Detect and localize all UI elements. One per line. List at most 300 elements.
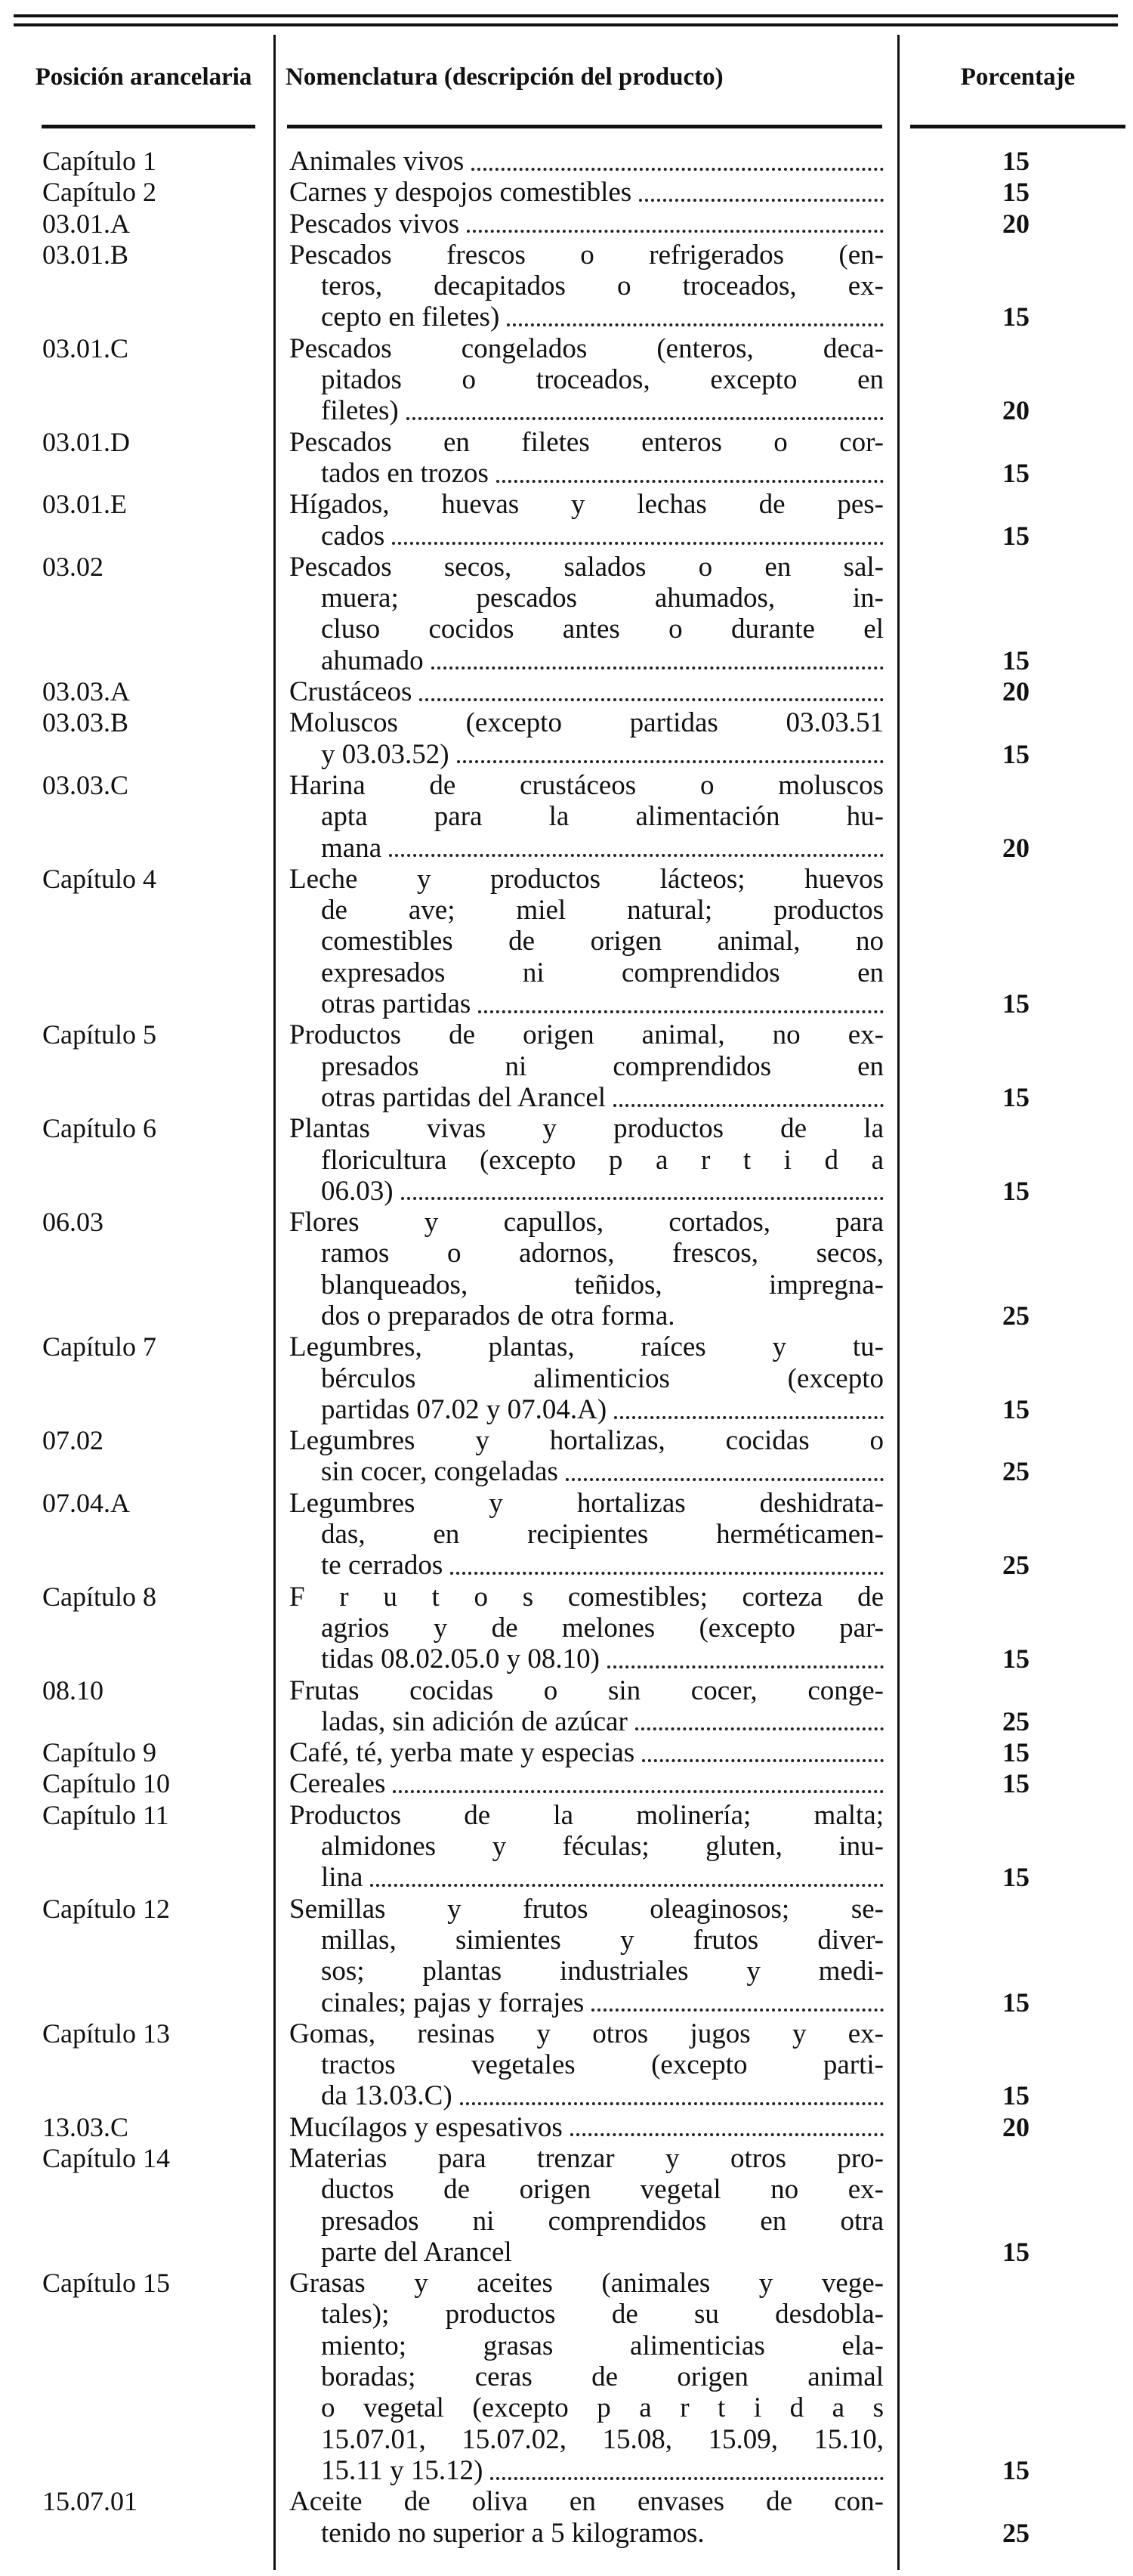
description-line [289,395,884,426]
percentage-value: 15 [1002,738,1030,769]
description-line [289,209,884,240]
table-row [0,1675,1133,1738]
description-text: Productos de origen animal, no ex- [289,1019,884,1051]
table-row [0,1488,1133,1582]
description-text: miento; grasas alimenticias ela- [321,2330,884,2361]
description-text: boradas; ceras de origen animal [321,2361,884,2393]
description-text: Legumbres y hortalizas, cocidas o [289,1425,884,1457]
description-text: te cerrados [321,1550,443,1582]
description-line [289,364,884,395]
percentage-value: 20 [1002,2111,1030,2142]
dot-leader [460,2102,884,2105]
description-line [289,1550,884,1581]
dot-leader [471,168,884,171]
description-text: Cereales [289,1768,386,1800]
description-line [289,2392,884,2423]
product-description [289,707,884,770]
description-text: muera; pescados ahumados, in- [321,583,884,614]
description-line [289,1488,884,1519]
product-description [289,864,884,1019]
percentage-value: 25 [1002,1705,1030,1736]
percentage-value: 15 [1002,1175,1030,1206]
product-description [289,770,884,864]
percentage-value: 15 [1002,457,1030,488]
tariff-code: 07.02 [42,1425,103,1456]
tariff-code: 03.01.B [42,239,129,270]
description-text: expresados ni comprendidos en [321,957,884,988]
description-line [289,1425,884,1456]
product-description [289,333,884,427]
description-text: presados ni comprendidos en [321,1050,884,1082]
description-text: cados [321,520,385,552]
description-line [289,801,884,832]
dot-leader [392,542,884,545]
description-line [289,739,884,770]
description-line [289,1394,884,1425]
description-text: tractos vegetales (excepto parti- [321,2049,884,2081]
product-description [289,1800,884,1894]
dot-leader [639,199,884,202]
description-text: millas, simientes y frutos diver- [321,1924,884,1956]
tariff-code: 03.01.D [42,426,130,457]
description-line [289,676,884,707]
description-text: de ave; miel natural; productos [321,895,884,926]
product-description [289,177,884,208]
dot-leader [566,1478,884,1481]
table-row [0,1894,1133,2018]
percentage-value: 25 [1002,1550,1030,1581]
table-row [0,707,1133,770]
dot-leader [431,666,884,670]
table-row [0,427,1133,490]
table-row [0,1425,1133,1488]
tariff-code: Capítulo 14 [42,2143,170,2173]
description-text: sos; plantas industriales y medi- [321,1956,884,1987]
description-text: Moluscos (excepto partidas 03.03.51 [289,707,884,739]
product-description [289,1113,884,1207]
description-line [289,770,884,801]
description-text: bérculos alimenticios (excepto [321,1362,884,1394]
tariff-code: Capítulo 9 [42,1737,156,1768]
description-line [289,552,884,583]
tariff-code: 03.03.B [42,707,129,738]
description-text: o vegetal (excepto p a r t i d a s [321,2392,884,2424]
percentage-value: 20 [1002,208,1030,239]
table-row [0,676,1133,707]
description-line [289,1956,884,1987]
description-line [289,833,884,864]
dot-leader [389,854,884,857]
description-line [289,895,884,926]
table-row [0,1019,1133,1113]
description-text: presados ni comprendidos en otra [321,2205,884,2237]
tariff-code: 03.03.C [42,769,129,800]
description-text: Crustáceos [289,676,412,708]
dot-leader [419,698,884,701]
description-text: Frutas cocidas o sin cocer, conge- [289,1675,884,1706]
description-text: apta para la alimentación hu- [321,801,884,833]
description-line [289,1207,884,1238]
description-line [289,2424,884,2455]
product-description [289,1019,884,1113]
dot-leader [496,480,884,483]
description-line [289,2174,884,2205]
dot-leader [607,1665,884,1668]
description-line [289,988,884,1019]
description-line [289,1331,884,1362]
tariff-code: 03.03.A [42,676,130,707]
table-row [0,1207,1133,1331]
header-underline-1 [42,125,255,128]
description-line [289,1300,884,1331]
description-text: dos o preparados de otra forma. [321,1300,675,1331]
description-line [289,707,884,738]
description-line [289,427,884,458]
percentage-value: 15 [1002,2080,1030,2111]
top-rule-1 [14,14,1118,17]
table-row [0,1768,1133,1799]
description-line [289,2018,884,2049]
description-line [289,1582,884,1613]
description-line [289,1737,884,1768]
dot-leader [490,2477,884,2480]
percentage-value: 15 [1002,1644,1030,1675]
percentage-value: 25 [1002,1300,1030,1331]
description-text: da 13.03.C) [321,2080,452,2112]
percentage-value: 20 [1002,832,1030,863]
description-line [289,1675,884,1706]
description-text: Flores y capullos, cortados, para [289,1207,884,1239]
description-text: Mucílagos y espesativos [289,2111,563,2143]
description-line [289,2299,884,2330]
description-line [289,1706,884,1737]
description-line [289,1644,884,1675]
description-text: sin cocer, congeladas [321,1456,558,1488]
description-text: lina [321,1862,363,1894]
description-text: filetes) [321,395,399,427]
tariff-code: Capítulo 4 [42,863,156,894]
description-line [289,2237,884,2268]
dot-leader [450,1572,884,1575]
description-line [289,1987,884,2018]
dot-leader [401,1197,884,1200]
table-row [0,1113,1133,1207]
tariff-code: Capítulo 1 [42,146,156,176]
description-text: das, en recipientes herméticamen- [321,1519,884,1551]
dot-leader [570,2133,884,2136]
description-line [289,1145,884,1176]
description-text: 15.07.01, 15.07.02, 15.08, 15.09, 15.10, [321,2423,884,2455]
description-line [289,1862,884,1893]
description-line [289,1363,884,1394]
description-line [289,2518,884,2549]
table-row [0,146,1133,177]
description-text: partidas 07.02 y 07.04.A) [321,1393,607,1425]
product-description [289,1894,884,2018]
table-row [0,2018,1133,2112]
tariff-code: 03.01.C [42,332,129,363]
tariff-code: 03.02 [42,551,103,582]
dot-leader [635,1727,884,1730]
description-line [289,1800,884,1831]
description-text: Productos de la molinería; malta; [289,1799,884,1831]
description-line [289,302,884,332]
product-description [289,1675,884,1738]
dot-leader [467,230,884,233]
tariff-code: Capítulo 13 [42,2018,170,2049]
description-line [289,2486,884,2517]
description-line [289,614,884,645]
description-line [289,333,884,364]
header-underline-3 [910,125,1125,128]
tariff-code: Capítulo 12 [42,1893,170,1924]
tariff-code: Capítulo 15 [42,2268,170,2299]
percentage-value: 15 [1002,2236,1030,2267]
description-text: tados en trozos [321,457,489,489]
description-text: Hígados, huevas y lechas de pes- [289,489,884,521]
product-description [289,2112,884,2143]
product-description [289,427,884,490]
table-row [0,1800,1133,1894]
product-description [289,1425,884,1488]
description-text: ahumado [321,645,424,676]
percentage-value: 20 [1002,395,1030,426]
product-description [289,1488,884,1582]
description-line [289,1831,884,1862]
dot-leader [406,417,884,420]
header-position: Posición arancelaria [35,63,252,91]
product-description [289,2018,884,2112]
description-line [289,2112,884,2143]
description-line [289,864,884,895]
description-line [289,1768,884,1799]
product-description [289,1207,884,1331]
description-line [289,1238,884,1269]
description-line [289,2206,884,2237]
description-text: mana [321,832,382,864]
dot-leader [370,1884,884,1887]
product-description [289,1331,884,1425]
description-text: Semillas y frutos oleaginosos; se- [289,1893,884,1925]
product-description [289,146,884,177]
description-line [289,521,884,552]
description-text: tidas 08.02.05.0 y 08.10) [321,1644,600,1675]
product-description [289,676,884,707]
dot-leader [591,2009,884,2012]
description-line [289,926,884,957]
description-line [289,1613,884,1644]
description-text: ductos de origen vegetal no ex- [321,2174,884,2206]
product-description [289,240,884,333]
percentage-value: 15 [1002,1768,1030,1799]
table-row [0,2112,1133,2143]
tariff-code: 07.04.A [42,1487,130,1518]
description-text: blanqueados, teñidos, impregna- [321,1269,884,1300]
description-text: cluso cocidos antes o durante el [321,614,884,645]
description-text: teros, decapitados o troceados, ex- [321,271,884,302]
description-line [289,177,884,208]
product-description [289,552,884,676]
table-row [0,177,1133,208]
product-description [289,2143,884,2268]
tariff-code: 08.10 [42,1675,103,1705]
percentage-value: 15 [1002,177,1030,208]
table-row [0,1582,1133,1675]
description-line [289,1925,884,1956]
percentage-value: 15 [1002,1862,1030,1893]
product-description [289,2486,884,2549]
description-line [289,2268,884,2299]
description-line [289,2049,884,2080]
description-line [289,1019,884,1050]
description-line [289,1082,884,1113]
description-line [289,1269,884,1300]
description-text: Café, té, yerba mate y especias [289,1737,635,1769]
description-text: Plantas vivas y productos de la [289,1113,884,1145]
description-text: ramos o adornos, frescos, secos, [321,1238,884,1269]
description-text: almidones y féculas; gluten, inu- [321,1831,884,1863]
percentage-value: 25 [1002,2517,1030,2548]
description-line [289,2455,884,2486]
product-description [289,1737,884,1768]
description-line [289,1519,884,1550]
description-line [289,1176,884,1207]
description-text: Gomas, resinas y otros jugos y ex- [289,2018,884,2049]
dot-leader [478,1010,884,1013]
table-row [0,1331,1133,1425]
description-text: Pescados en filetes enteros o cor- [289,426,884,458]
description-text: floricultura (excepto p a r t i d a [321,1144,884,1176]
description-line [289,1113,884,1144]
table-row [0,209,1133,240]
table-row [0,489,1133,552]
description-text: otras partidas [321,988,471,1020]
product-description [289,1582,884,1675]
description-text: ladas, sin adición de azúcar [321,1705,628,1737]
tariff-code: Capítulo 6 [42,1113,156,1144]
top-rule-2 [14,23,1118,26]
description-line [289,2330,884,2361]
percentage-value: 15 [1002,1081,1030,1112]
percentage-value: 15 [1002,1737,1030,1768]
percentage-value: 15 [1002,146,1030,176]
description-line [289,2080,884,2111]
description-text: tales); productos de su desdobla- [321,2299,884,2330]
description-text: cepto en filetes) [321,302,500,333]
description-text: Legumbres y hortalizas deshidrata- [289,1487,884,1519]
tariff-code: Capítulo 8 [42,1581,156,1612]
table-row [0,333,1133,427]
description-text: Materias para trenzar y otros pro- [289,2143,884,2174]
dot-leader [457,760,884,763]
tariff-code: 15.07.01 [42,2486,137,2517]
description-text: pitados o troceados, excepto en [321,364,884,396]
tariff-table [0,146,1133,2549]
product-description [289,489,884,552]
description-line [289,2361,884,2392]
description-line [289,458,884,489]
tariff-code: Capítulo 10 [42,1768,170,1799]
table-row [0,2268,1133,2486]
description-line [289,489,884,520]
description-text: Leche y productos lácteos; huevos [289,863,884,895]
description-line [289,271,884,302]
description-text: otras partidas del Arancel [321,1081,607,1113]
description-text: F r u t o s comestibles; corteza de [289,1581,884,1613]
description-text: Animales vivos [289,146,465,177]
table-row [0,864,1133,1019]
table-row [0,552,1133,676]
tariff-code: Capítulo 5 [42,1019,156,1050]
description-text: parte del Arancel [321,2236,512,2268]
description-text: Aceite de oliva en envases de con- [289,2486,884,2518]
tariff-code: 13.03.C [42,2111,129,2142]
description-line [289,1894,884,1925]
percentage-value: 15 [1002,2454,1030,2485]
percentage-value: 15 [1002,645,1030,676]
percentage-value: 25 [1002,1456,1030,1487]
dot-leader [614,1416,884,1419]
header-nomenclature: Nomenclatura (descripción del producto) [286,63,724,91]
description-text: tenido no superior a 5 kilogramos. [321,2517,705,2549]
dot-leader [393,1790,884,1793]
tariff-code: 06.03 [42,1207,103,1238]
description-text: Pescados secos, salados o en sal- [289,551,884,583]
dot-leader [613,1104,884,1107]
tariff-code: Capítulo 11 [42,1799,169,1830]
table-row [0,2486,1133,2549]
description-line [289,146,884,177]
description-text: Legumbres, plantas, raíces y tu- [289,1331,884,1363]
description-text: cinales; pajas y forrajes [321,1987,585,2018]
description-line [289,645,884,676]
percentage-value: 15 [1002,1393,1030,1424]
percentage-value: 20 [1002,676,1030,707]
table-row [0,1737,1133,1768]
percentage-value: 15 [1002,1987,1030,2018]
tariff-code: 03.01.E [42,489,127,520]
description-line [289,1456,884,1487]
header-percentage: Porcentaje [960,63,1076,91]
description-line [289,957,884,988]
dot-leader [507,323,884,326]
tariff-code: 03.01.A [42,208,130,239]
header-underline-2 [287,125,882,128]
description-text: Pescados congelados (enteros, deca- [289,332,884,364]
tariff-code: Capítulo 7 [42,1331,156,1362]
description-text: agrios y de melones (excepto par- [321,1612,884,1644]
percentage-value: 15 [1002,302,1030,332]
product-description [289,209,884,240]
product-description [289,1768,884,1799]
description-line [289,240,884,271]
description-text: Carnes y despojos comestibles [289,177,632,209]
description-line [289,1051,884,1082]
description-text: 15.11 y 15.12) [321,2454,483,2486]
description-line [289,2143,884,2174]
percentage-value: 15 [1002,520,1030,551]
tariff-code: Capítulo 2 [42,177,156,208]
description-line [289,583,884,614]
description-text: Grasas y aceites (animales y vege- [289,2268,884,2299]
table-row [0,2143,1133,2268]
table-row [0,770,1133,864]
description-text: 06.03) [321,1175,394,1207]
description-text: Pescados vivos [289,208,460,240]
product-description [289,2268,884,2486]
dot-leader [642,1759,884,1762]
percentage-value: 15 [1002,988,1030,1019]
